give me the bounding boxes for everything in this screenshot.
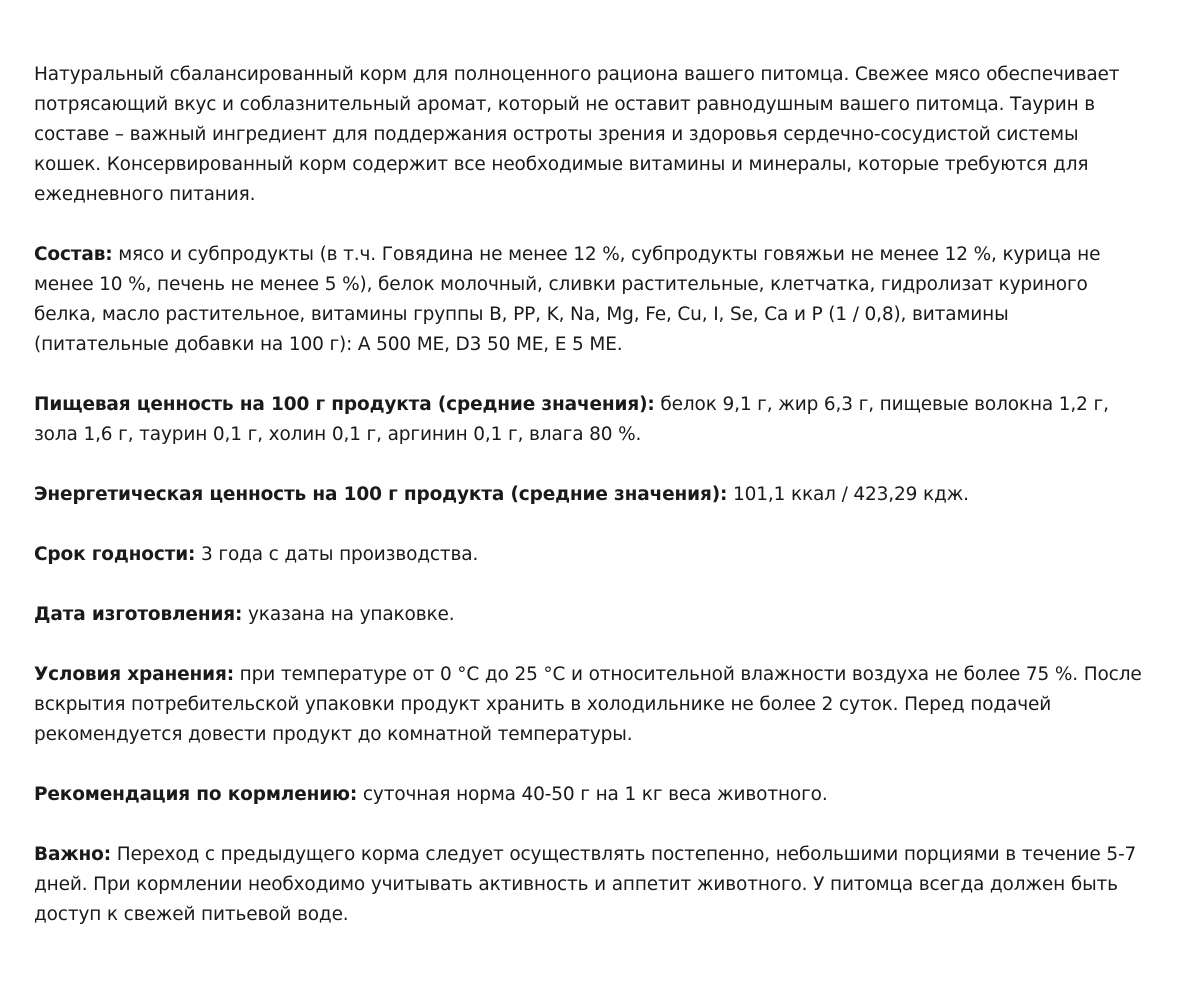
- energy-text: 101,1 ккал / 423,29 кдж.: [727, 484, 969, 505]
- shelf-life-text: 3 года с даты производства.: [195, 544, 479, 565]
- shelf-life-paragraph: [34, 540, 1144, 570]
- energy-paragraph: [34, 480, 1144, 510]
- energy-label: Энергетическая ценность на 100 г продукта (средние значения):: [34, 484, 728, 505]
- manufacture-date-paragraph: [34, 600, 1144, 630]
- composition-text: мясо и субпродукты (в т.ч. Говядина не менее 12 %, субпродукты говяжьи не менее 12 %, курица не менее 10 %, печень не менее 5 %), белок молочный, сливки растительные, клетчатка, гидролизат куриного белка, масло растительное, витамины группы B, PP, K, Na, Mg, Fe, Cu, I, Se, Ca и P (1 / 0,8), витамины (питательные добавки на 100 г): A 500 ME, D3 50 ME, E 5 ME.: [34, 244, 1101, 355]
- storage-text: при температуре от 0 °C до 25 °C и относительной влажности воздуха не более 75 %. После вскрытия потребительской упаковки продукт хранить в холодильнике не более 2 суток. Перед подачей рекомендуется довести продукт до комнатной температуры.: [34, 664, 1142, 745]
- manufacture-date-text: указана на упаковке.: [242, 604, 455, 625]
- intro-paragraph: Натуральный сбалансированный корм для полноценного рациона вашего питомца. Свежее мясо обеспечивает потрясающий вкус и соблазнительный аромат, который не оставит равнодушным вашего питомца. Таурин в составе – важный ингредиент для поддержания остроты зрения и здоровья сердечно-сосудистой системы кошек. Консервированный корм содержит все необходимые витамины и минералы, которые требуются для ежедневного питания.: [34, 64, 1120, 205]
- composition-paragraph: [34, 240, 1144, 360]
- feeding-label: Рекомендация по кормлению:: [34, 784, 358, 805]
- nutrition-label: Пищевая ценность на 100 г продукта (средние значения):: [34, 394, 655, 415]
- important-text: Переход с предыдущего корма следует осуществлять постепенно, небольшими порциями в течение 5-7 дней. При кормлении необходимо учитывать активность и аппетит животного. У питомца всегда должен быть доступ к свежей питьевой воде.: [34, 844, 1137, 925]
- important-paragraph: [34, 840, 1144, 930]
- feeding-text: суточная норма 40-50 г на 1 кг веса животного.: [357, 784, 828, 805]
- important-label: Важно:: [34, 844, 111, 865]
- nutrition-paragraph: [34, 390, 1144, 450]
- feeding-paragraph: [34, 780, 1144, 810]
- manufacture-date-label: Дата изготовления:: [34, 604, 243, 625]
- storage-paragraph: [34, 660, 1144, 750]
- product-description: [34, 60, 1144, 960]
- shelf-life-label: Срок годности:: [34, 544, 196, 565]
- nutrition-text: белок 9,1 г, жир 6,3 г, пищевые волокна 1,2 г, зола 1,6 г, таурин 0,1 г, холин 0,1 г, аргинин 0,1 г, влага 80 %.: [34, 394, 1109, 445]
- composition-label: Состав:: [34, 244, 113, 265]
- storage-label: Условия хранения:: [34, 664, 234, 685]
